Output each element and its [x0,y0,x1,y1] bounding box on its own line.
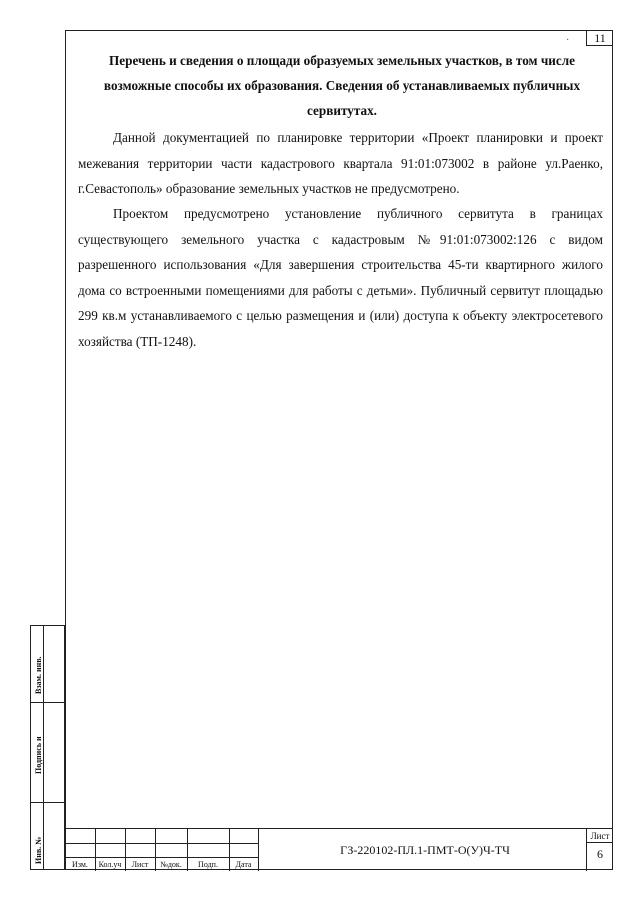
sheet-label: Лист [587,829,613,843]
side-stamp-column [30,625,65,870]
document-code: ГЗ-220102-ПЛ.1-ПМТ-О(У)Ч-ТЧ [340,843,510,857]
side-label-inv: Инв. № [34,836,43,864]
section-heading: Перечень и сведения о площади образуемых земельных участков, в том числе возможные способы их образования. Сведения об устанавливаемых публичных сервитутах. [103,53,581,118]
side-row-divider [31,802,64,803]
sheet-number: 6 [597,847,603,861]
scan-dot: · [566,35,570,46]
column-list: Лист [131,860,149,869]
side-label-vzam: Взам. инв. [34,656,43,694]
column-kol-uch: Кол.уч [98,860,122,869]
side-divider [43,626,44,869]
paragraph-1: Данной документацией по планировке территории «Проект планировки и проект межевания территории части кадастрового квартала 91:01:073002 в районе ул.Раенко, г.Севастополь» образование земельных участков не предусмотрено. [78,130,603,196]
side-label-podpis: Подпись и [34,736,43,774]
page-number: 11 [586,30,613,46]
paragraph-2: Проектом предусмотрено установление публичного сервитута в границах существующего земельного участка с кадастровым №91:01:073002:126 с видом разрешенного использования «Для завершения строительства 45-ти квартирного жилого дома со встроенными помещениями для работы с детьми». Публичный сервитут площадью 299 кв.м устанавливаемого с целью размещения и (или) доступа к объекту электросетевого хозяйства (ТП-1248). [78,206,603,349]
column-ndok: №док. [160,860,182,869]
title-block-col-line [258,829,259,871]
column-data: Дата [235,860,252,869]
column-izm: Изм. [72,860,88,869]
title-block [65,828,613,870]
column-podp: Подп. [198,860,218,869]
